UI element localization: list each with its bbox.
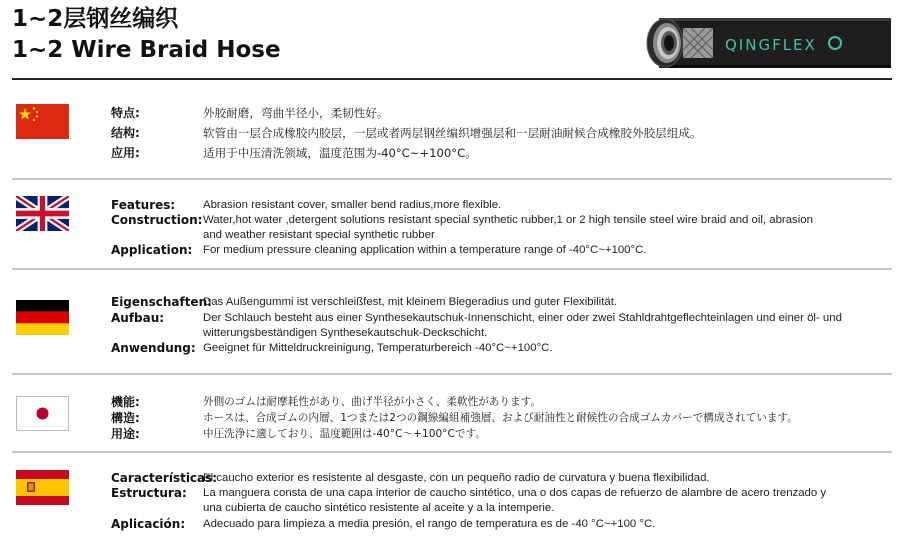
- cn-features-label: 特点:: [111, 106, 140, 120]
- section-divider: [12, 178, 892, 180]
- de-features-text: Das Außengummi ist verschleißfest, mit kleinem Biegeradius und guter Flexibilität.: [203, 296, 618, 308]
- cn-application-text: 适用于中压清洗领域，温度范围为-40°C~+100°C。: [203, 146, 477, 160]
- es-features-label: Características:: [111, 471, 218, 485]
- de-features-label: Eigenschaften:: [111, 295, 212, 309]
- es-features-text: El caucho exterior es resistente al desgaste, con un pequeño radio de curvatura y buena flexibilidad.: [203, 472, 710, 484]
- jp-features-text: 外側のゴムは耐摩耗性があり、曲げ半径が小さく、柔軟性があります。: [203, 396, 541, 408]
- de-construction-text-line-2: witterungsbeständigen Synthesekautschuk-Deckschicht.: [203, 327, 488, 339]
- uk-flag-icon: [16, 196, 69, 231]
- cn-application-label: 应用:: [111, 146, 140, 160]
- cn-features-text: 外胶耐磨，弯曲半径小，柔韧性好。: [203, 106, 389, 120]
- jp-application-label: 用途:: [111, 427, 140, 441]
- china-flag-icon: [16, 104, 69, 139]
- en-application-text: For medium pressure cleaning application within a temperature range of -40°C~+100°C.: [203, 244, 647, 256]
- es-construction-text-line-2: una cubierta de caucho sintético resistente al aceite y a la intemperie.: [203, 502, 555, 514]
- hose-product-image: [645, 18, 891, 68]
- es-application-label: Aplicación:: [111, 517, 186, 531]
- de-application-text: Geeignet für Mitteldruckreinigung, Temperaturbereich -40°C~+100°C.: [203, 342, 553, 354]
- de-construction-text-line-1: Der Schlauch besteht aus einer Synthesekautschuk-Innenschicht, einer oder zwei Stahldrahtgeflechteinlagen und einer öl- und: [203, 312, 842, 324]
- japan-flag-icon: [16, 396, 69, 431]
- section-divider: [12, 373, 892, 375]
- en-construction-text-line-2: and weather resistant special synthetic rubber: [203, 229, 435, 241]
- en-construction-label: Construction:: [111, 213, 203, 227]
- spain-flag-icon: [16, 470, 69, 505]
- page-title-english: 1~2 Wire Braid Hose: [12, 37, 281, 63]
- cn-construction-text: 软管由一层合成橡胶内胶层，一层或者两层钢丝编织增强层和一层耐油耐候合成橡胶外胶层组成。: [203, 126, 702, 140]
- page-title-chinese: 1~2层钢丝编织: [12, 6, 179, 32]
- de-construction-label: Aufbau:: [111, 311, 165, 325]
- en-features-text: Abrasion resistant cover, smaller bend radius,more flexible.: [203, 199, 502, 211]
- brand-logo-text: QINGFLEX: [725, 36, 817, 54]
- es-construction-text-line-1: La manguera consta de una capa interior de caucho sintético, una o dos capas de refuerzo de alambre de acero trenzado y: [203, 487, 827, 499]
- de-application-label: Anwendung:: [111, 341, 196, 355]
- jp-application-text: 中圧洗浄に適しており、温度範囲は-40°C～+100°Cです。: [203, 428, 486, 440]
- en-features-label: Features:: [111, 198, 176, 212]
- jp-construction-label: 構造:: [111, 411, 140, 425]
- jp-construction-text: ホースは、合成ゴムの内層、1つまたは2つの鋼線編組補強層、および耐油性と耐候性の合成ゴムカバーで構成されています。: [203, 412, 798, 424]
- section-divider: [12, 268, 892, 270]
- section-divider: [12, 451, 892, 453]
- header-divider: [12, 78, 892, 80]
- en-construction-text-line-1: Water,hot water ,detergent solutions resistant special synthetic rubber,1 or 2 high tensile steel wire braid and oil, abrasion: [203, 214, 813, 226]
- es-construction-label: Estructura:: [111, 486, 187, 500]
- en-application-label: Application:: [111, 243, 193, 257]
- es-application-text: Adecuado para limpieza a media presión, el rango de temperatura es de -40 °C~+100 °C.: [203, 518, 656, 530]
- germany-flag-icon: [16, 300, 69, 335]
- cn-construction-label: 结构:: [111, 126, 140, 140]
- jp-features-label: 機能:: [111, 395, 140, 409]
